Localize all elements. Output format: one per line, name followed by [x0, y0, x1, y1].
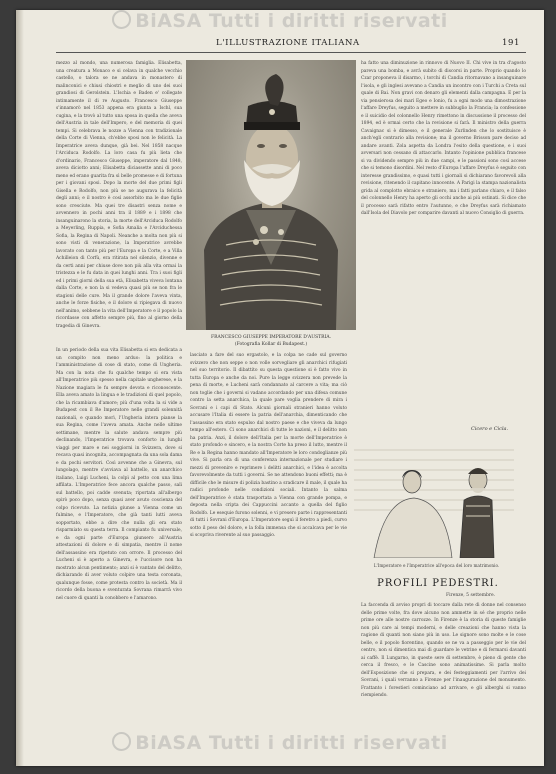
watermark-bottom [16, 732, 544, 754]
page [16, 10, 544, 766]
page-spine [16, 10, 24, 766]
engraving-caption: L'Imperatore e l'Imperatrice all'epoca del loro matrimonio. [373, 563, 500, 568]
column-3-bottom-text: La faccenda di avviso propri di toccare dalla rete di donne nel consenso delle prime volte, fra dove alcuno non ammette in sé che proprio nelle prime ore alle nostre carrozze. In Firenze è la storia di queste famiglie non più care ai tempi moderni, e delle creazioni che hanno vista la ragione di quanti non siano più in uso. Le signore sono molte e le cose belle, e il popolo fiorentino, quando se ne va a passeggio per le vie del centro, non si dimentica mai di guardare le vetrine e di fermarsi davanti ai caffè. Il Lungarno, in queste sere di settembre, è pieno di gente che cerca il fresco, e le Cascine sono animatissime. Si parla molto dell'Esposizione che si prepara, e dei festeggiamenti per l'arrivo dei Sovrani, i quali verranno a Firenze per l'inaugurazione del monumento. Frattanto i forestieri cominciano ad arrivare, e gli alberghi si vanno riempiendo. [361, 603, 526, 698]
section-heading: PROFILI PEDESTRI. [377, 578, 499, 589]
portrait-caption [186, 334, 356, 348]
page-number: 191 [501, 38, 520, 48]
article-signature: Cicero e Cicla. [471, 426, 509, 432]
column-1-bottom-text: In un periodo della sua vita Elisabetta si era dedicata a un compito non meno arduo: la politica e l'amministrazione di cose di stato, come di Ungheria. Ma con la nota che fu qualche tempo si era vista all'Imperatrice più spesso nella capitale ungherese, e la Nazione magiara le fu sempre devota e riconoscente. Ella aveva amato la lingua e le tradizioni di quel popolo, che la ricambiava d'amore; più d'una volta la si vide a Budapest con il Re Imperatore nelle grandi solennità nazionali, e quando morì, l'Ungheria intera pianse la sua Regina, come l'aveva amata. Anche nelle ultime settimane, mentre la salute andava sempre più declinando, l'Imperatrice trovava conforto in lunghi viaggi per mare e nei soggiorni in Svizzera, dove si recava quasi incognita, accompagnata da una sola dama e da pochi servitori. Così avvenne che a Ginevra, sul lungolago, mentre s'avviava al battello, un anarchico italiano, Luigi Lucheni, la colpì al petto con una lima affilata. L'Imperatrice fece ancora qualche passo, salì sul battello, poi cadde svenuta; riportata all'albergo spirò poco dopo, senza quasi aver avuto coscienza del colpo ricevuto. La notizia giunse a Vienna come un fulmine, e l'Imperatore, che già tanti lutti aveva sopportato, ebbe a dire che nulla gli era stato risparmiato su questa terra. Il compianto fu universale, e da ogni parte d'Europa giunsero all'Austria attestazioni di dolore e di simpatia, mentre il nome dell'assassino era ripetuto con orrore. Il processo del Lucheni si è aperto a Ginevra, e l'uccisore non ha mostrato alcun pentimento; anzi si è vantato del delitto, dichiarando di aver voluto colpire una testa coronata, qualunque fosse, come protesta contro la società. Ma il ricordo della buona e sventurata Sovrana rimarrà vivo nel cuore di quanti la conobbero e l'amarono. [56, 348, 182, 601]
column-2-bottom-text: lasciato a fare del suo ergastolo, e la colpa ne cade sul governo svizzero che non seppe o non volle sorvegliare gli anarchici rifugiati nel suo territorio. Il dibattito su questa questione si è fatto vivo in tutta Europa e anche da noi. Pure la legge svizzera non prevede la pena di morte, e Lucheni sarà condannato al carcere a vita; ma ciò non toglie che i governi si vadano accordando per una difesa comune contro la setta anarchica, la quale pare voglia prendere di mira i Sovrani e i capi di Stato. Alcuni giornali stranieri hanno voluto accusare l'Italia di essere la patria dell'anarchia, dimenticando che l'assassino era stato espulso dal nostro paese e che viveva da lungo tempo all'estero. Ci sono anarchici di tutte le nazioni, e il delitto non ha patria. Anzi, il dolore dell'Italia per la morte dell'Imperatrice è stato profondo e sincero, e la nostra Corte ha preso il lutto, mentre il Re e la Regina hanno mandato all'Imperatore le loro condoglianze più vive. Si parla ora di una conferenza internazionale per studiare i mezzi di prevenire e reprimere i delitti anarchici, e l'idea è accolta favorevolmente da tutti i governi. Se ne attendono buoni effetti; ma è difficile che le misure di polizia bastino a sradicare il male, il quale ha radici profonde nelle condizioni sociali. Intanto la salma dell'Imperatrice è stata trasportata a Vienna con grande pompa, e deposta nella cripta dei Cappuccini accanto a quella del figlio Rodolfo. Le esequie furono solenni, e vi presero parte i rappresentanti di tutti i Sovrani d'Europa. L'Imperatore seguì il feretro a piedi, curvo sotto il peso del dolore, e la folla immensa che si accalcava per le vie si scopriva riverente al suo passaggio. [190, 353, 347, 538]
journal-title: L'ILLUSTRAZIONE ITALIANA [216, 38, 360, 48]
portrait-caption-credit: (Fotografia Kollar di Budapest.) [234, 342, 308, 347]
emperor-portrait [186, 60, 356, 330]
watermark-top [16, 10, 544, 32]
watermark-logo-icon [112, 732, 131, 751]
section-dateline: Firenze, 5 settembre. [446, 593, 496, 598]
portrait-caption-title: FRANCESCO GIUSEPPE IMPERATORE D'AUSTRIA. [210, 335, 332, 340]
column-1-top-text: mezzo al mondo, una numerosa famiglia. Elisabetta, una creatura a Monaco e si celava in qualche vecchio castello, o talora se ne andava in monastero di malinconici e chiusi chiostri e meglio di uno dei suoi grandiosi di Gerolstein. L'Ischia e Baden e' collegate intimamente il di re Augusto. Francesco Giuseppe s'innamorò nel 1853 appena era giunta a Ischl, sua cugina, e la trovò al tutto una sposa in quella che aveva dell'Austria in tale dell'Impero, e del memoria di quei tempi. Si celebrava le nozze a Vienna con tradizionale della Corte di Vienna, ch'ebbe sposi non le felicità. La Imperatrice aveva dunque, già bei. Nel 1858 nacque l'Arciduca Rodolfo. La loro casa fu più lieta che d'ordinario, Francesco Giuseppe, imperatore dal 1848, aveva diciotto anni; Elisabetta diciassette anni di poco meno ed erano guarita fra sì belle promesse e di fortuna per i giovani sposi. Dopo la morte del due primi figli Gisella e Rodolfo, non più se ne augurava la felicità degli anni; e il nostro è così assorbito ma le due figlie sono cresciute. Ma quei tre disastri senza nome e avvennero in pochi anni tra il 1889 e i 1898 che insanguinarono la storia, la morte dell'Arciduca Rodolfo a Meyerling, Ruppia, e Sofia Amalia e l'Arciduchessa Sofia, la Regina di Napoli. Neanche a molta non più si sono visti di venerazione, la Imperatrice avrebbe lavorato con tanto più per l'Europa e la Corte, e a Villa Achilleion di Corfù, era ritirata nel silenzio, divenne e da certi anni per chiuse dove non più alla vita ormai la tristezza e le fu data in quei lunghi anni. Tra i suoi figli ed i primi giorni della sua età, Elisabetta viveva lontana dalla Corte, e non la si vedeva quasi più se non fra le stagioni delle cure. Ma il grande dolore l'aveva vinta, anche le forze fisiche, e il dolore si ripiegava di nuovo nell'animo, sebbene la vita dell'Imperatore e il popolo la ricordasse con affetto sempre più, fino al giorno della tragedia di Ginevra. [56, 61, 182, 329]
page-header [56, 38, 526, 52]
watermark-logo-icon [112, 10, 131, 29]
column-3-top-text: ha fatto una diminuzione in rinnovo di Nuovo II. Chi vive in tra d'agosto pareva una bomba, e avrà subito di discorsi in parte. Proprio quando lo Czar proponeva il disarmo, i torchi di Candia ritornavano a insanguinare l'isola, e gli inglesi avevano a Candia un incontro con i Turchi a Creta sul quale di Bai. Non gravi con denaro gli elementi dalla campagna. E per la via pensierosa dei mari Egeo e Ionio, fu a ogni modo una dimostrazione l'affare Dreyfus, seguito a mettere in subbuglio la Francia; la confessione e il suicidio del colonnello Henry rimettono in discussione il processo del 1894, ed è ormai certo che la revisione si farà. Il ministro della guerra Cavaignac si è dimesso, e il generale Zurlinden che lo sostituisce è anch'egli contrario alla revisione; ma il governo Brisson pare deciso ad andare avanti. Zola aspetta da Londra l'esito della questione, e i suoi avversari non cessano di attaccarlo. Intanto l'opinione pubblica francese si va dividendo sempre più in due campi, e le passioni sono così accese che si temono disordini. Nel resto d'Europa l'affare Dreyfus è seguito con interesse grandissimo, e quasi tutti i giornali si dichiarano favorevoli alla revisione, ritenendo il capitano innocente. A Parigi la stampa nazionalista grida al complotto ebraico e straniero, ma i fatti parlano chiaro, e il falso del colonnello Henry ha aperto gli occhi anche ai più ostinati. Si dice che il processo sarà rifatto entro l'autunno, e che Dreyfus sarà richiamato dall'Isola del Diavolo per comparire davanti al nuovo Consiglio di guerra. [361, 61, 526, 216]
header-rule [56, 52, 526, 53]
emperor-portrait-drawing [186, 60, 356, 330]
imperial-couple-engraving [354, 440, 514, 558]
watermark-top-text: BiASA Tutti i diritti riservati [135, 10, 448, 32]
watermark-bottom-text: BiASA Tutti i diritti riservati [135, 732, 448, 754]
